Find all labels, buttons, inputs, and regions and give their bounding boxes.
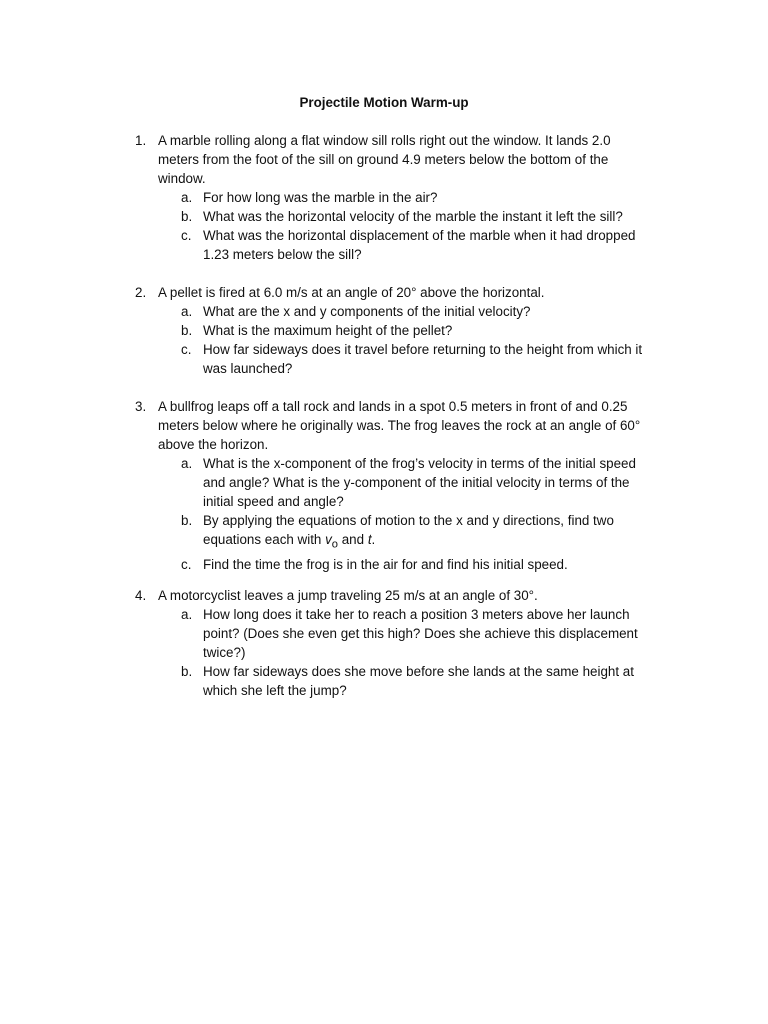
question-2 [135,283,655,378]
question-text: A bullfrog leaps off a tall rock and lands in a spot 0.5 meters in front of and 0.25 meters below where he originally was. The frog leaves the rock at an angle of 60° above the horizon. [158,399,641,452]
question-stem [135,397,655,454]
part-text-before: By applying the equations of motion to the x and y directions, find two equations each with [203,513,614,547]
question-part [135,511,655,555]
question-1 [135,131,655,264]
variable-v: v [325,532,332,547]
part-letter: b. [181,323,193,338]
question-stem [135,131,655,188]
question-part [135,226,655,264]
question-part [135,555,655,574]
part-text: How far sideways does it travel before returning to the height from which it was launched? [203,342,643,376]
question-part [135,605,655,662]
question-number: 1. [135,133,147,148]
part-text: What are the x and y components of the initial velocity? [203,304,531,319]
question-part [135,662,655,700]
variable-t: t [367,532,372,547]
part-letter: c. [181,556,192,572]
part-letter: b. [181,664,193,679]
question-number: 3. [135,399,147,414]
question-4 [135,586,655,700]
part-letter: a. [181,456,193,471]
part-text [203,513,614,551]
part-letter: b. [181,209,193,224]
question-stem [135,283,655,302]
variable-v-subscript: o [331,538,339,551]
question-part [135,207,655,226]
part-text-after: . [371,532,376,547]
part-text: Find the time the frog is in the air for and find his initial speed. [203,556,568,572]
part-letter: a. [181,607,193,622]
question-text: A marble rolling along a flat window sill rolls right out the window. It lands 2.0 meters from the foot of the sill on ground 4.9 meters below the bottom of the window. [158,133,611,186]
part-text: How long does it take her to reach a position 3 meters above her launch point? (Does she even get this high? Does she achieve this displacement twice?) [203,607,638,660]
question-part [135,302,655,321]
question-number: 4. [135,588,147,603]
part-letter: b. [181,513,193,528]
question-part [135,340,655,378]
question-part [135,188,655,207]
question-stem [135,586,655,605]
part-letter: c. [181,342,192,357]
part-text: What was the horizontal displacement of the marble when it had dropped 1.23 meters below the sill? [203,228,636,262]
part-letter: c. [181,228,192,243]
part-letter: a. [181,304,193,319]
question-number: 2. [135,285,147,300]
part-text: How far sideways does she move before she lands at the same height at which she left the jump? [203,664,634,698]
part-text: What was the horizontal velocity of the marble the instant it left the sill? [203,209,623,224]
part-text-mid: and [338,532,368,547]
part-text: For how long was the marble in the air? [203,190,438,205]
question-part [135,454,655,511]
part-letter: a. [181,190,193,205]
part-text: What is the maximum height of the pellet? [203,323,453,338]
question-text: A motorcyclist leaves a jump traveling 25 m/s at an angle of 30°. [158,588,538,603]
page-title: Projectile Motion Warm-up [299,95,469,110]
question-part [135,321,655,340]
part-text: What is the x-component of the frog’s velocity in terms of the initial speed and angle? What is the y-component of the initial velocity in terms of the initial speed and angle? [203,456,636,509]
question-text: A pellet is fired at 6.0 m/s at an angle of 20° above the horizontal. [158,285,545,300]
question-3 [135,397,655,574]
